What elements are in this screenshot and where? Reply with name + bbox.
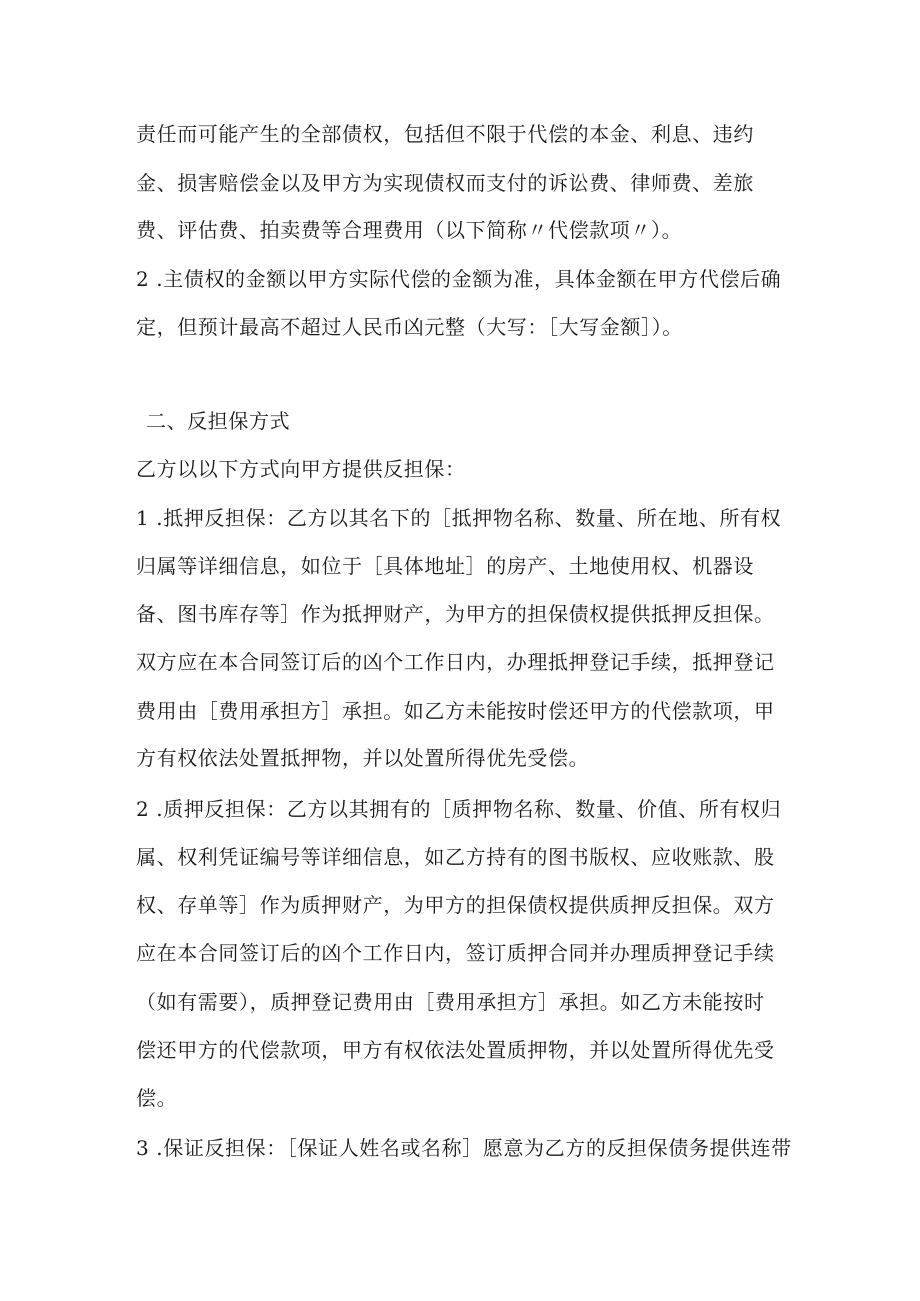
text-line: 3 .保证反担保：［保证人姓名或名称］愿意为乙方的反担保债务提供连带 — [136, 1136, 792, 1160]
section-heading: 二、反担保方式 — [146, 409, 291, 433]
text-line: （如有需要），质押登记费用由［费用承担方］承担。如乙方未能按时 — [136, 990, 765, 1014]
text-line: 双方应在本合同签订后的凶个工作日内，办理抵押登记手续，抵押登记 — [136, 650, 775, 674]
text-line: 归属等详细信息，如位于［具体地址］的房产、土地使用权、机器设 — [136, 554, 754, 578]
text-line: 责任而可能产生的全部债权，包括但不限于代偿的本金、利息、违约 — [136, 122, 754, 146]
text-line: 偿。 — [136, 1086, 178, 1110]
text-line: 2 .主债权的金额以甲方实际代偿的金额为准，具体金额在甲方代偿后确 — [136, 267, 782, 291]
text-line: 费用由［费用承担方］承担。如乙方未能按时偿还甲方的代偿款项，甲 — [136, 699, 775, 723]
text-line: 定，但预计最高不超过人民币凶元整（大写：［大写金额］）。 — [136, 315, 683, 339]
text-line: 费、评估费、拍卖费等合理费用（以下简称〃代偿款项〃）。 — [136, 218, 683, 242]
text-line: 备、图书库存等］作为抵押财产，为甲方的担保债权提供抵押反担保。 — [136, 602, 775, 626]
text-line: 乙方以以下方式向甲方提供反担保： — [136, 457, 466, 481]
text-line: 应在本合同签订后的凶个工作日内，签订质押合同并办理质押登记手续 — [136, 941, 775, 965]
text-line: 2 .质押反担保：乙方以其拥有的［质押物名称、数量、价值、所有权归 — [136, 797, 782, 821]
text-line: 权、存单等］作为质押财产，为甲方的担保债权提供质押反担保。双方 — [136, 893, 775, 917]
text-line: 方有权依法处置抵押物，并以处置所得优先受偿。 — [136, 746, 590, 770]
text-line: 1 .抵押反担保：乙方以其名下的［抵押物名称、数量、所在地、所有权 — [136, 506, 782, 530]
text-line: 偿还甲方的代偿款项，甲方有权依法处置质押物，并以处置所得优先受 — [136, 1038, 775, 1062]
text-line: 金、损害赔偿金以及甲方为实现债权而支付的诉讼费、律师费、差旅 — [136, 171, 754, 195]
text-line: 属、权利凭证编号等详细信息，如乙方持有的图书版权、应收账款、股 — [136, 845, 775, 869]
